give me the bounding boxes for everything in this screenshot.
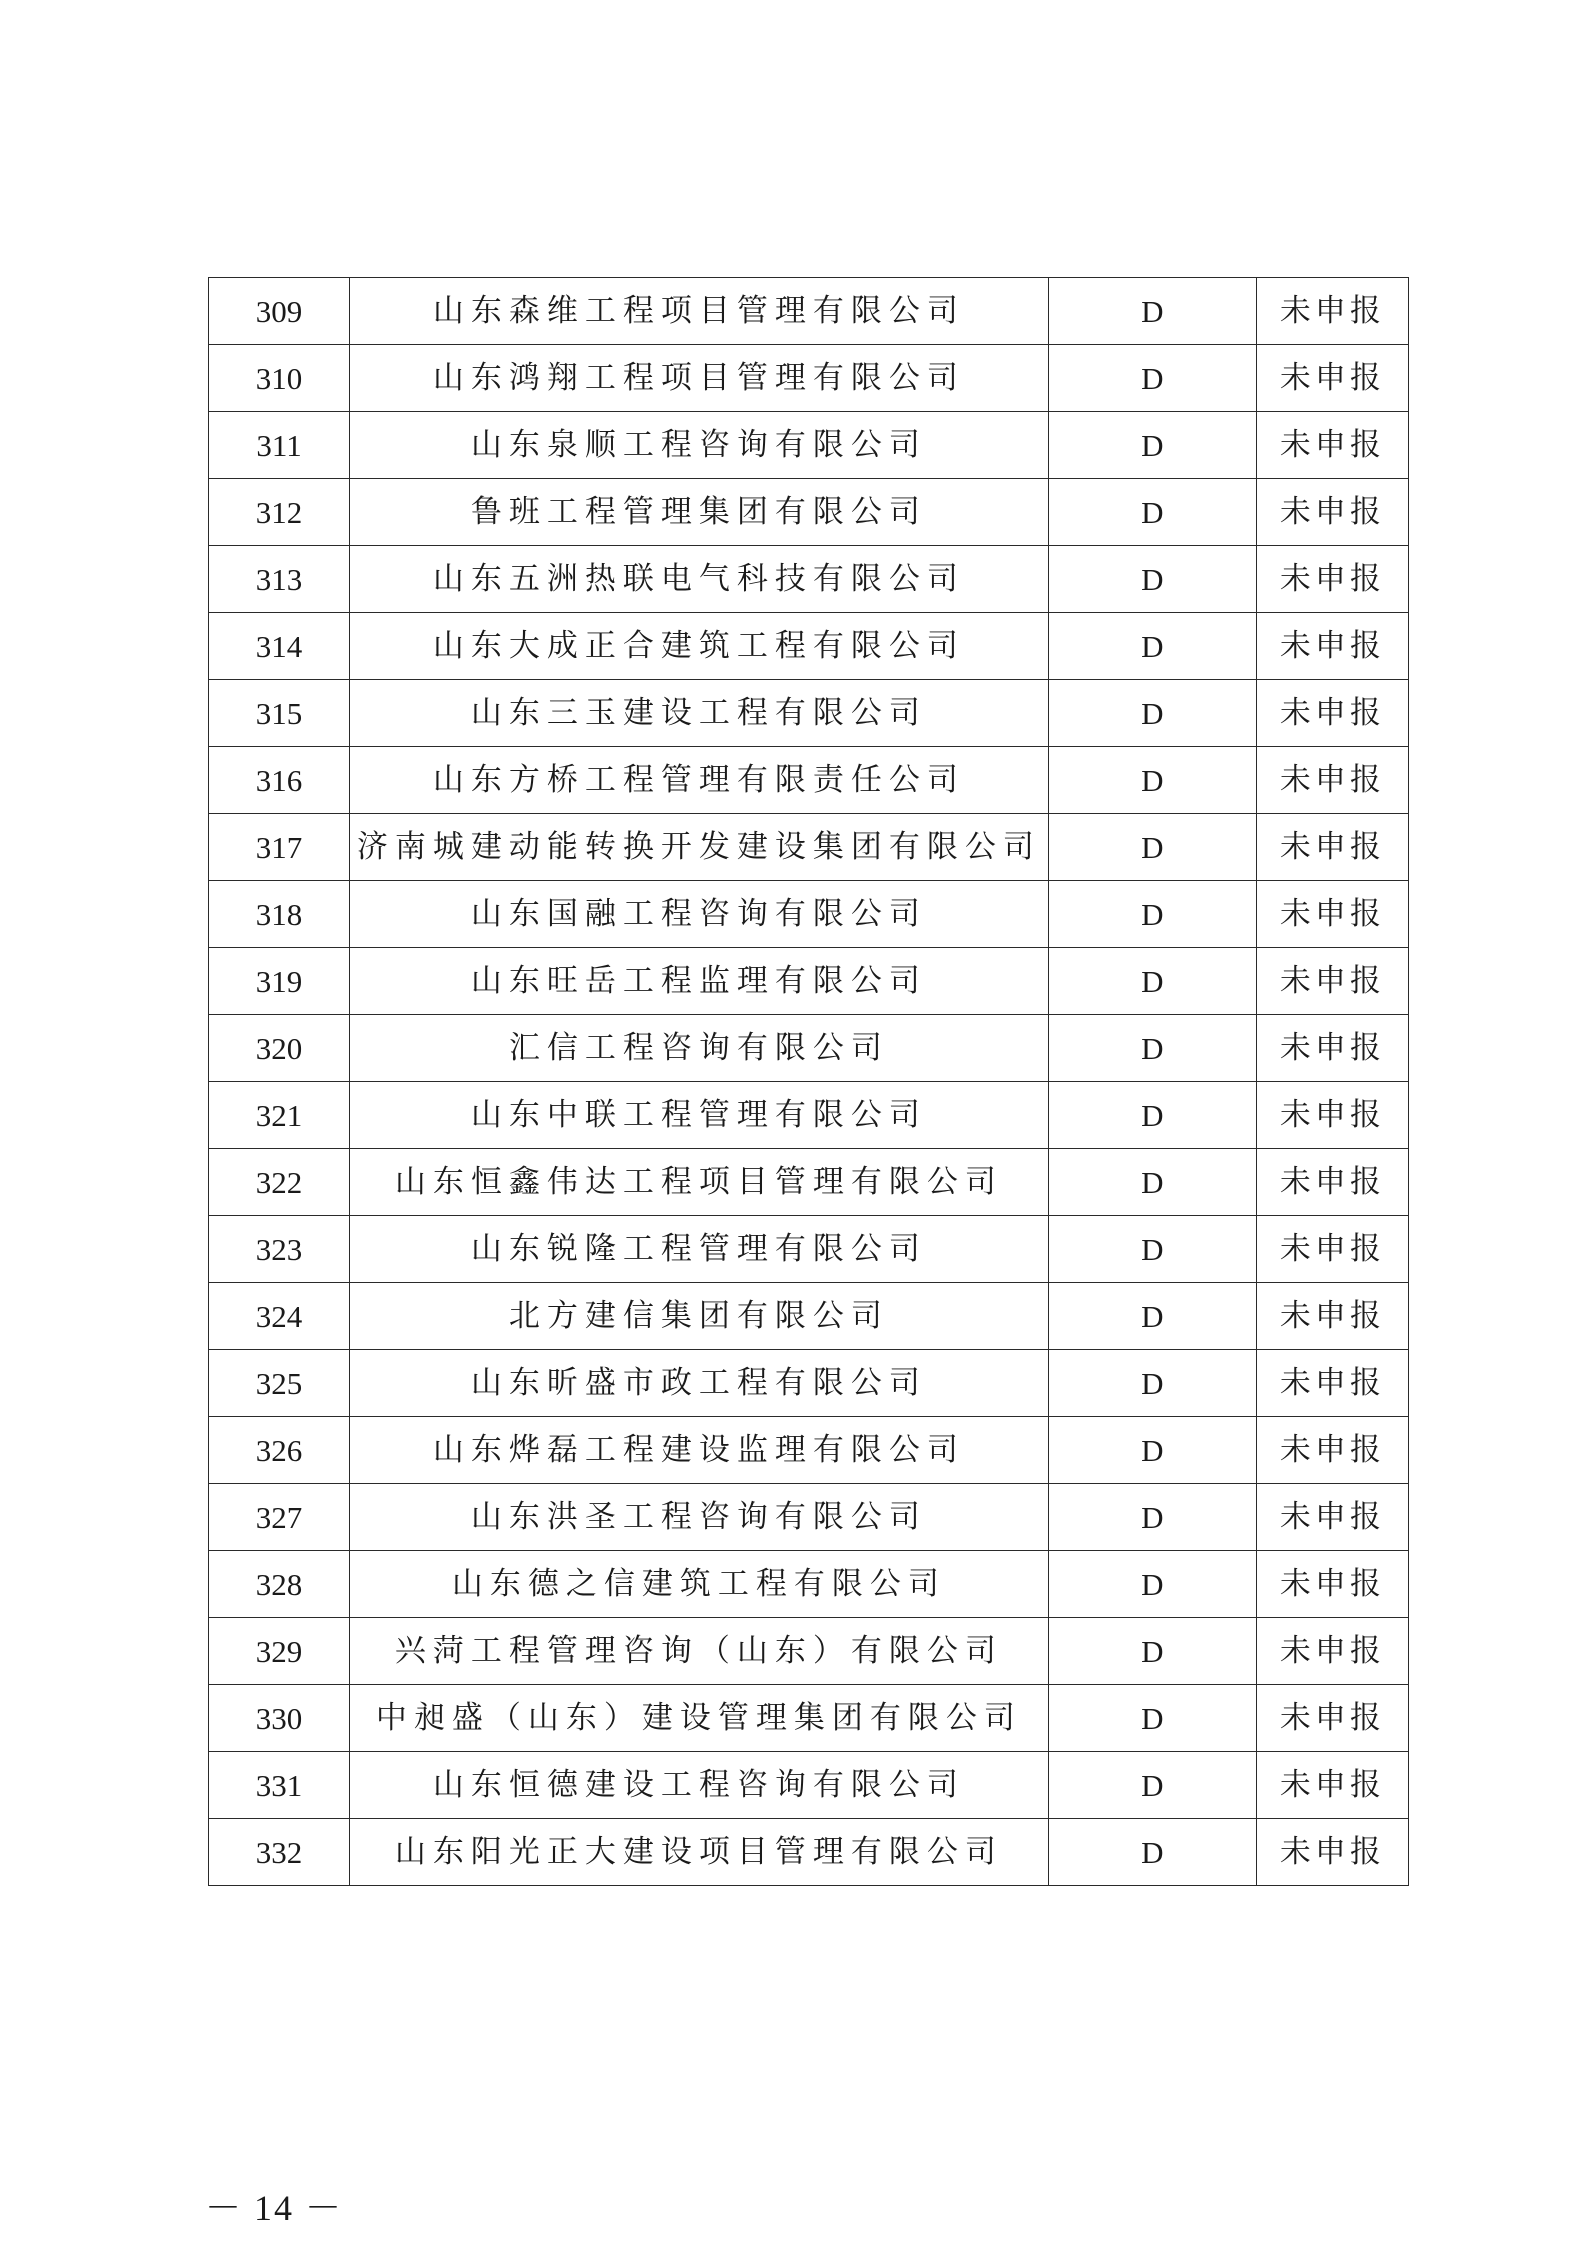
company-name: 中昶盛（山东）建设管理集团有限公司	[350, 1685, 1049, 1752]
report-status: 未申报	[1256, 1484, 1408, 1551]
report-status: 未申报	[1256, 1082, 1408, 1149]
table-row	[209, 1417, 1409, 1484]
table-row	[209, 1149, 1409, 1216]
report-status: 未申报	[1256, 412, 1408, 479]
report-status: 未申报	[1256, 1149, 1408, 1216]
report-status: 未申报	[1256, 278, 1408, 345]
credit-grade: D	[1048, 345, 1256, 412]
report-status: 未申报	[1256, 1819, 1408, 1886]
credit-grade: D	[1048, 479, 1256, 546]
row-number: 324	[209, 1283, 350, 1350]
table-row	[209, 1082, 1409, 1149]
report-status: 未申报	[1256, 479, 1408, 546]
report-status: 未申报	[1256, 345, 1408, 412]
row-number: 332	[209, 1819, 350, 1886]
table-row	[209, 479, 1409, 546]
company-name: 山东恒德建设工程咨询有限公司	[350, 1752, 1049, 1819]
table-row	[209, 1752, 1409, 1819]
row-number: 314	[209, 613, 350, 680]
report-status: 未申报	[1256, 948, 1408, 1015]
table-row	[209, 1283, 1409, 1350]
row-number: 316	[209, 747, 350, 814]
row-number: 329	[209, 1618, 350, 1685]
company-name: 山东恒鑫伟达工程项目管理有限公司	[350, 1149, 1049, 1216]
row-number: 310	[209, 345, 350, 412]
company-name: 山东方桥工程管理有限责任公司	[350, 747, 1049, 814]
company-name: 山东锐隆工程管理有限公司	[350, 1216, 1049, 1283]
report-status: 未申报	[1256, 546, 1408, 613]
row-number: 318	[209, 881, 350, 948]
table-row	[209, 278, 1409, 345]
credit-grade: D	[1048, 1149, 1256, 1216]
company-name: 山东阳光正大建设项目管理有限公司	[350, 1819, 1049, 1886]
row-number: 325	[209, 1350, 350, 1417]
table-row	[209, 412, 1409, 479]
page-number: － 14 －	[205, 2188, 344, 2228]
credit-grade: D	[1048, 1216, 1256, 1283]
row-number: 309	[209, 278, 350, 345]
company-name: 山东烨磊工程建设监理有限公司	[350, 1417, 1049, 1484]
credit-grade: D	[1048, 1752, 1256, 1819]
row-number: 312	[209, 479, 350, 546]
company-name: 山东五洲热联电气科技有限公司	[350, 546, 1049, 613]
table-row	[209, 546, 1409, 613]
report-status: 未申报	[1256, 680, 1408, 747]
company-name: 山东三玉建设工程有限公司	[350, 680, 1049, 747]
row-number: 313	[209, 546, 350, 613]
company-name: 山东鸿翔工程项目管理有限公司	[350, 345, 1049, 412]
credit-grade: D	[1048, 546, 1256, 613]
table-row	[209, 1685, 1409, 1752]
report-status: 未申报	[1256, 1752, 1408, 1819]
table-body	[209, 278, 1409, 1886]
row-number: 317	[209, 814, 350, 881]
credit-grade: D	[1048, 613, 1256, 680]
credit-grade: D	[1048, 412, 1256, 479]
table-row	[209, 747, 1409, 814]
report-status: 未申报	[1256, 1685, 1408, 1752]
row-number: 327	[209, 1484, 350, 1551]
credit-grade: D	[1048, 1283, 1256, 1350]
company-name: 鲁班工程管理集团有限公司	[350, 479, 1049, 546]
credit-grade: D	[1048, 1417, 1256, 1484]
table-row	[209, 1484, 1409, 1551]
table-row	[209, 613, 1409, 680]
company-name: 济南城建动能转换开发建设集团有限公司	[350, 814, 1049, 881]
credit-grade: D	[1048, 1551, 1256, 1618]
credit-grade: D	[1048, 680, 1256, 747]
company-name: 山东洪圣工程咨询有限公司	[350, 1484, 1049, 1551]
company-name: 山东大成正合建筑工程有限公司	[350, 613, 1049, 680]
row-number: 319	[209, 948, 350, 1015]
table-row	[209, 1551, 1409, 1618]
report-status: 未申报	[1256, 814, 1408, 881]
table-row	[209, 1618, 1409, 1685]
table-row	[209, 1015, 1409, 1082]
credit-grade: D	[1048, 1082, 1256, 1149]
report-status: 未申报	[1256, 1283, 1408, 1350]
credit-grade: D	[1048, 1685, 1256, 1752]
row-number: 326	[209, 1417, 350, 1484]
row-number: 322	[209, 1149, 350, 1216]
credit-grade: D	[1048, 881, 1256, 948]
table-row	[209, 948, 1409, 1015]
credit-grade: D	[1048, 1819, 1256, 1886]
row-number: 315	[209, 680, 350, 747]
report-status: 未申报	[1256, 1417, 1408, 1484]
company-name: 汇信工程咨询有限公司	[350, 1015, 1049, 1082]
report-status: 未申报	[1256, 1551, 1408, 1618]
credit-grade: D	[1048, 1350, 1256, 1417]
credit-grade: D	[1048, 814, 1256, 881]
company-name: 山东森维工程项目管理有限公司	[350, 278, 1049, 345]
row-number: 311	[209, 412, 350, 479]
report-status: 未申报	[1256, 881, 1408, 948]
company-name: 北方建信集团有限公司	[350, 1283, 1049, 1350]
company-name: 山东国融工程咨询有限公司	[350, 881, 1049, 948]
row-number: 330	[209, 1685, 350, 1752]
row-number: 321	[209, 1082, 350, 1149]
table-row	[209, 1350, 1409, 1417]
company-name: 山东旺岳工程监理有限公司	[350, 948, 1049, 1015]
table-row	[209, 1819, 1409, 1886]
company-name: 山东昕盛市政工程有限公司	[350, 1350, 1049, 1417]
company-name: 山东泉顺工程咨询有限公司	[350, 412, 1049, 479]
credit-grade: D	[1048, 278, 1256, 345]
row-number: 331	[209, 1752, 350, 1819]
company-name: 山东德之信建筑工程有限公司	[350, 1551, 1049, 1618]
row-number: 328	[209, 1551, 350, 1618]
company-name: 兴菏工程管理咨询（山东）有限公司	[350, 1618, 1049, 1685]
report-status: 未申报	[1256, 1350, 1408, 1417]
table-row	[209, 881, 1409, 948]
table-row	[209, 814, 1409, 881]
credit-grade: D	[1048, 1484, 1256, 1551]
credit-grade: D	[1048, 747, 1256, 814]
report-status: 未申报	[1256, 613, 1408, 680]
row-number: 320	[209, 1015, 350, 1082]
row-number: 323	[209, 1216, 350, 1283]
company-name: 山东中联工程管理有限公司	[350, 1082, 1049, 1149]
credit-grade: D	[1048, 1618, 1256, 1685]
credit-grade: D	[1048, 1015, 1256, 1082]
table-row	[209, 1216, 1409, 1283]
table-row	[209, 345, 1409, 412]
report-status: 未申报	[1256, 1015, 1408, 1082]
report-status: 未申报	[1256, 1216, 1408, 1283]
credit-grade: D	[1048, 948, 1256, 1015]
table-row	[209, 680, 1409, 747]
report-status: 未申报	[1256, 1618, 1408, 1685]
enterprise-grade-table	[208, 277, 1409, 1886]
report-status: 未申报	[1256, 747, 1408, 814]
